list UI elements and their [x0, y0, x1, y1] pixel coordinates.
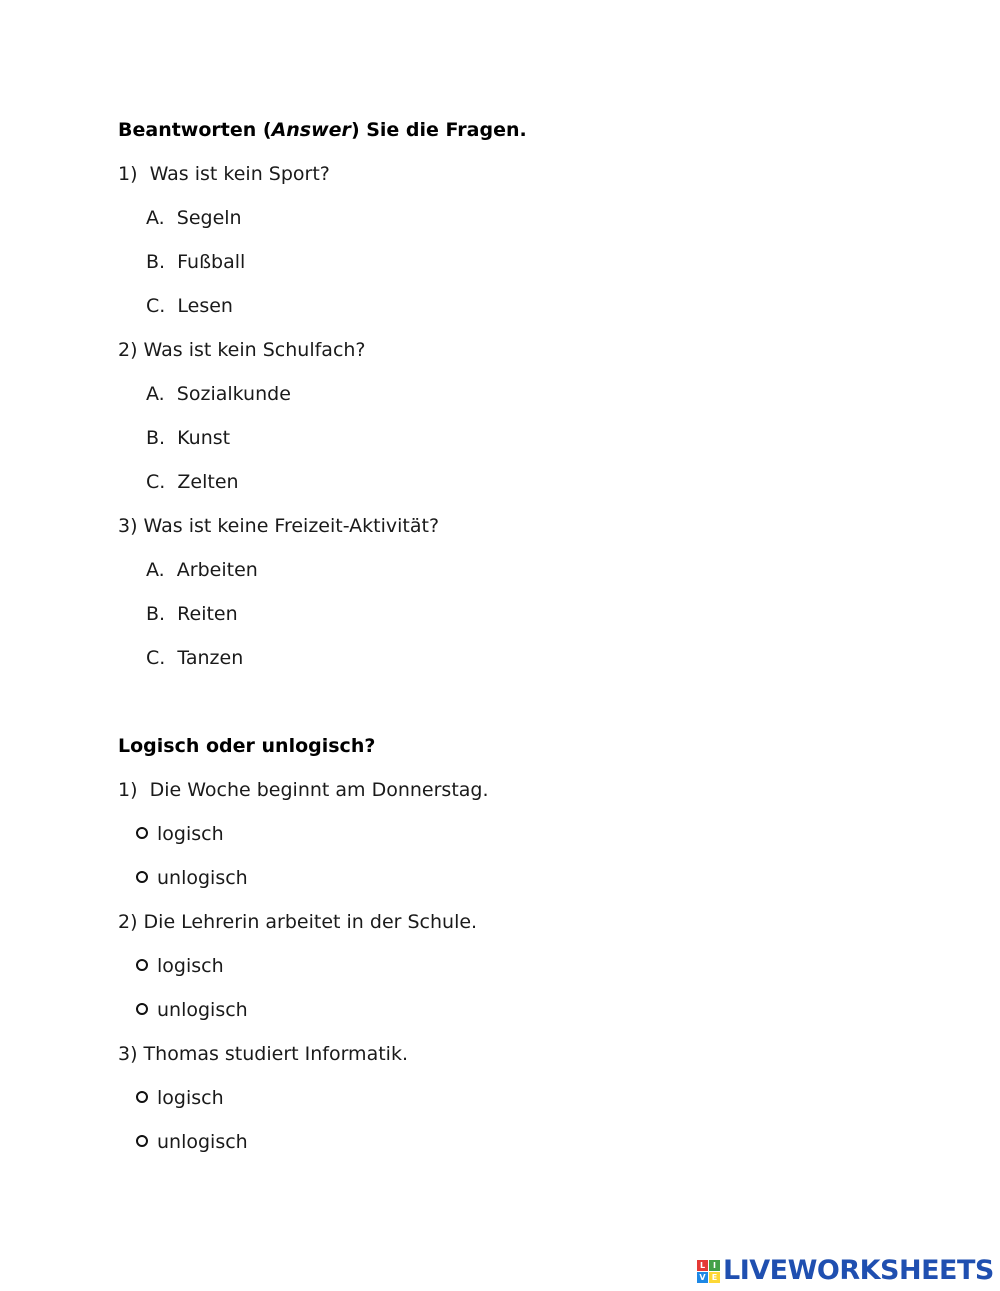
logo-text: LIVEWORKSHEETS — [723, 1255, 994, 1286]
radio-circle-icon[interactable] — [136, 959, 148, 971]
radio-circle-icon[interactable] — [136, 1003, 148, 1015]
statement-3: 3) Thomas studiert Informatik. — [118, 1043, 408, 1065]
option-1a[interactable]: A. Segeln — [146, 207, 242, 229]
radio-circle-icon[interactable] — [136, 827, 148, 839]
question-2: 2) Was ist kein Schulfach? — [118, 339, 366, 361]
radio-circle-icon[interactable] — [136, 871, 148, 883]
option-3c[interactable]: C. Tanzen — [146, 647, 244, 669]
radio-2-unlogisch[interactable]: unlogisch — [136, 998, 248, 1022]
section2-title: Logisch oder unlogisch? — [118, 735, 376, 757]
radio-1-logisch[interactable]: logisch — [136, 822, 224, 846]
question-1: 1) Was ist kein Sport? — [118, 163, 330, 185]
radio-circle-icon[interactable] — [136, 1135, 148, 1147]
option-2c[interactable]: C. Zelten — [146, 471, 239, 493]
logo-mark-icon: L I V E — [697, 1260, 720, 1283]
radio-3-unlogisch[interactable]: unlogisch — [136, 1130, 248, 1154]
option-2b[interactable]: B. Kunst — [146, 427, 231, 449]
liveworksheets-logo — [697, 1256, 994, 1286]
option-1b[interactable]: B. Fußball — [146, 251, 246, 273]
radio-circle-icon[interactable] — [136, 1091, 148, 1103]
statement-1: 1) Die Woche beginnt am Donnerstag. — [118, 779, 489, 801]
radio-1-unlogisch[interactable]: unlogisch — [136, 866, 248, 890]
question-3: 3) Was ist keine Freizeit-Aktivität? — [118, 515, 440, 537]
option-3b[interactable]: B. Reiten — [146, 603, 238, 625]
radio-3-logisch[interactable]: logisch — [136, 1086, 224, 1110]
section1-title: Beantworten (Answer) Sie die Fragen. — [118, 119, 527, 141]
radio-2-logisch[interactable]: logisch — [136, 954, 224, 978]
option-1c[interactable]: C. Lesen — [146, 295, 233, 317]
section1-title-emphasis: Answer — [271, 119, 351, 141]
statement-2: 2) Die Lehrerin arbeitet in der Schule. — [118, 911, 478, 933]
option-2a[interactable]: A. Sozialkunde — [146, 383, 291, 405]
option-3a[interactable]: A. Arbeiten — [146, 559, 258, 581]
